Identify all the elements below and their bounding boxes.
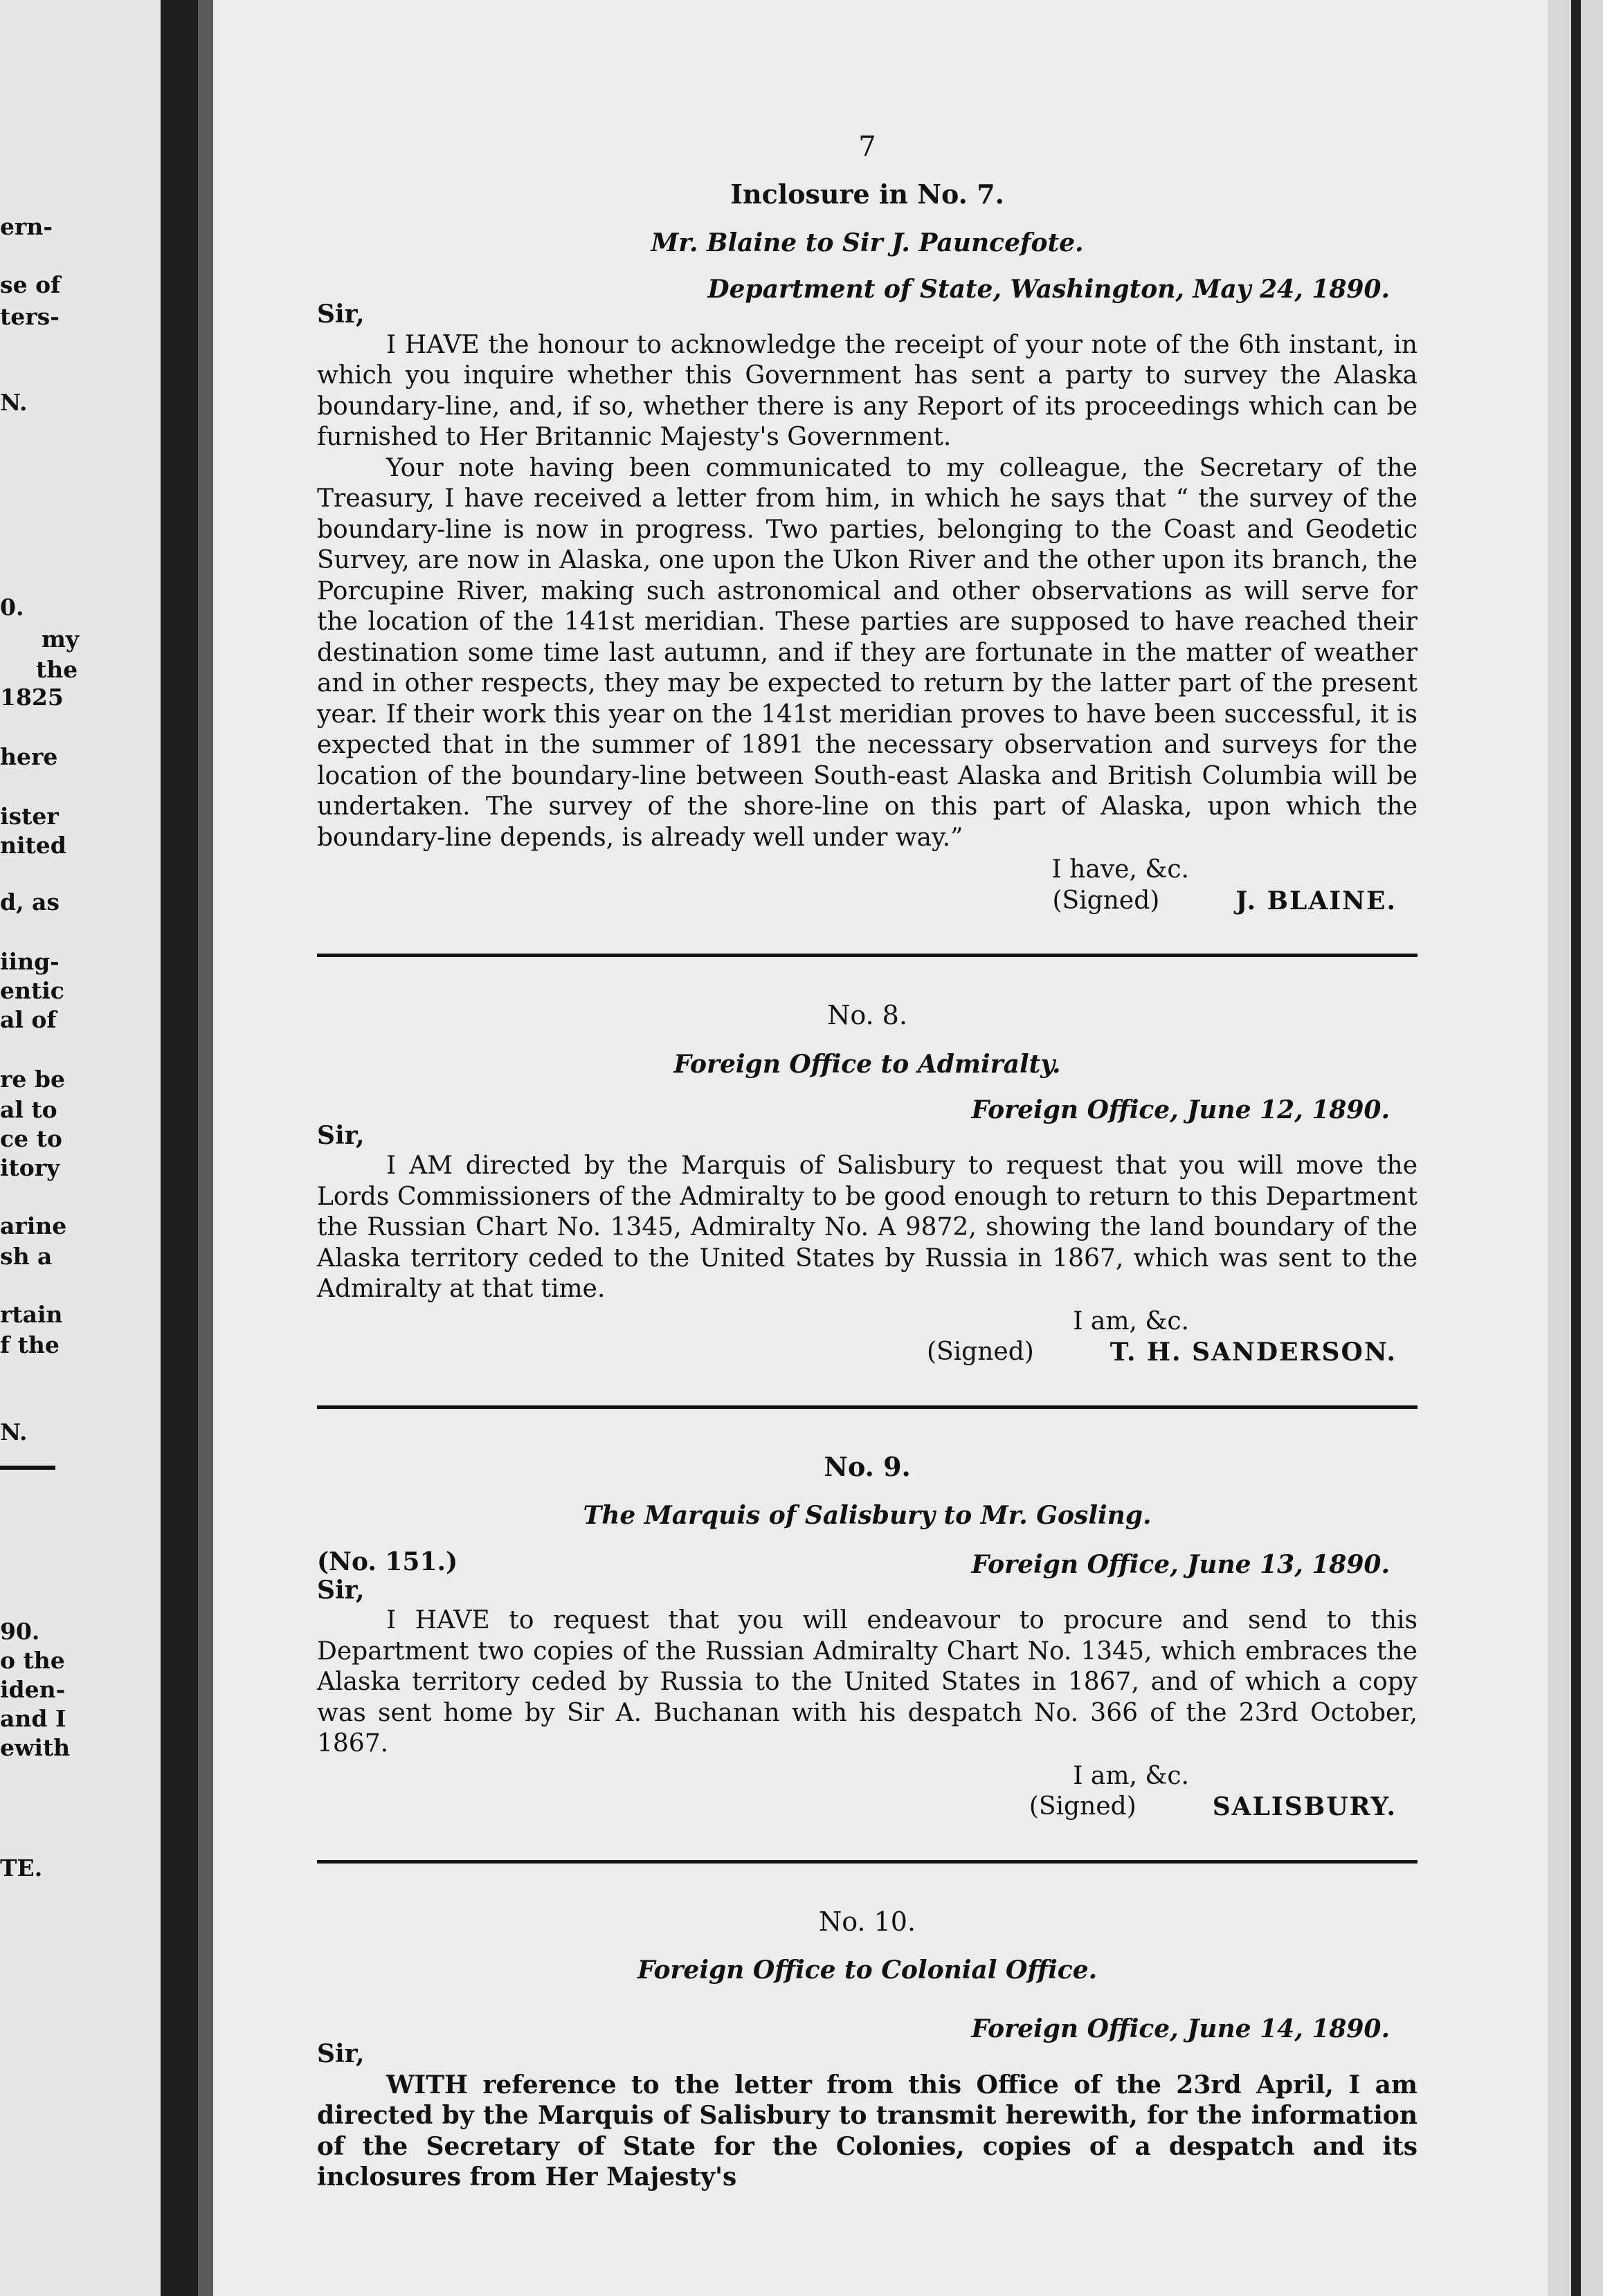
left-text-fragment: ister [0,803,59,830]
left-text-fragment: arine [0,1212,67,1239]
dateline: Foreign Office, June 12, 1890. [971,1095,1390,1124]
section-subhead: Foreign Office to Admiralty. [673,1049,1061,1079]
right-edge-shadow [1571,0,1581,2296]
left-text-fragment: N. [0,389,28,416]
section-heading: No. 8. [827,1000,907,1030]
document-page [213,0,1548,2296]
section-no-8 [317,1000,1418,1368]
left-text-fragment: entic [0,977,64,1004]
left-text-fragment: TE. [0,1855,43,1882]
section-divider [317,1860,1418,1864]
left-text-fragment: here [0,743,58,770]
signature-line [317,1792,1418,1823]
left-text-fragment: 0. [0,594,24,621]
closing: I am, &c. [1073,1761,1189,1790]
left-text-fragment: ce to [0,1125,62,1152]
left-text-fragment: 90. [0,1618,40,1645]
body-paragraph: I AM directed by the Marquis of Salisbury to request that you will move the Lords Commissioners of the Admiralty to be good enough to return to this Department the Russian Chart No. 1345, Admiralty No. A 9872, showing the land boundary of the Alaska territory ceded to the United States by Russia in 1867, which was sent to the Admiralty at that time. [317,1151,1418,1303]
signer-name: SALISBURY. [1212,1792,1397,1821]
dateline: Foreign Office, June 13, 1890. [971,1550,1390,1579]
section-divider [317,1405,1418,1409]
page-number: 7 [858,131,876,163]
left-text-fragment: 1825 [0,684,64,711]
despatch-reference: (No. 151.) [317,1547,458,1576]
left-text-fragment: rtain [0,1301,63,1328]
salutation: Sir, [317,2039,365,2068]
signed-label: (Signed) [926,1338,1034,1366]
left-text-fragment: o the [0,1647,65,1674]
salutation: Sir, [317,1575,365,1605]
body-paragraph: Your note having been communicated to my colleague, the Secretary of the Treasury, I have received a letter from him, in which he says that “ the survey of the boundary-line is now in progress. Two parties, belonging to the Coast and Geodetic Survey, are now in Alaska, one upon the Ukon River and the other upon its branch, the Porcupine River, making such astronomical and other observations as will serve for the location of the 141st meridian. These parties are supposed to have reached their destination some time last autumn, and if they are fortunate in the matter of weather and in other respects, they may be expected to return by the latter part of the present year. If their work this year on the 141st meridian proves to have been successful, it is expected that in the summer of 1891 the necessary observation and surveys for the location of the boundary-line between South-east Alaska and British Columbia will be undertaken. The survey of the shore-line on this part of Alaska, upon which the boundary-line depends, is already well under way.” [317,453,1418,852]
left-text-fragment: se of [0,271,61,298]
book-gutter [161,0,198,2296]
body-paragraph: I HAVE to request that you will endeavour to procure and send to this Department two copies of the Russian Admiralty Chart No. 1345, which embraces the Alaska territory ceded by Russia to the United States in 1867, and of which a copy was sent home by Sir A. Buchanan with his despatch No. 366 of the 23rd October, 1867. [317,1606,1418,1758]
left-text-fragment: al to [0,1096,57,1123]
left-text-fragment: the [36,656,78,683]
left-text-fragment: and I [0,1705,66,1732]
facing-page-fragment [0,0,161,2296]
left-text-fragment: ters- [0,303,60,330]
left-text-fragment: f the [0,1331,60,1358]
signer-name: J. BLAINE. [1235,886,1397,915]
left-text-fragment: al of [0,1006,57,1033]
signed-label: (Signed) [1029,1792,1136,1821]
left-divider [0,1466,55,1470]
left-text-fragment: ern- [0,213,53,240]
page-content [317,131,1418,2193]
closing: I have, &c. [1051,855,1189,884]
body-paragraph: I HAVE the honour to acknowledge the receipt of your note of the 6th instant, in which you inquire whether this Government has sent a party to survey the Alaska boundary-line, and, if so, whether there is any Report of its proceedings which can be furnished to Her Britannic Majesty's Government. [317,330,1418,451]
left-text-fragment: ewith [0,1734,71,1761]
section-subhead: The Marquis of Salisbury to Mr. Gosling. [583,1501,1152,1530]
salutation: Sir, [317,1120,365,1150]
left-text-fragment: nited [0,832,66,859]
section-no-9 [317,1452,1418,1823]
section-subhead: Foreign Office to Colonial Office. [637,1956,1098,1985]
signature-line [317,886,1418,917]
section-no-10 [317,1906,1418,2193]
section-divider [317,954,1418,957]
signer-name: T. H. SANDERSON. [1110,1338,1397,1367]
section-heading: No. 9. [824,1450,911,1482]
left-text-fragment: N. [0,1419,28,1446]
salutation: Sir, [317,300,365,329]
dateline: Foreign Office, June 14, 1890. [971,2014,1390,2043]
left-text-fragment: iing- [0,948,60,975]
left-text-fragment: sh a [0,1243,53,1270]
left-text-fragment: itory [0,1154,60,1181]
section-heading: Inclosure in No. 7. [730,178,1004,210]
section-subhead: Mr. Blaine to Sir J. Pauncefote. [651,228,1084,257]
left-text-fragment: my [42,626,80,653]
left-text-fragment: d, as [0,889,60,915]
right-page-edge [1548,0,1603,2296]
signature-line [317,1337,1418,1368]
section-inclosure-no-7 [317,179,1418,917]
dateline: Department of State, Washington, May 24, 1890. [707,274,1390,304]
signed-label: (Signed) [1052,886,1160,915]
body-paragraph: WITH reference to the letter from this Office of the 23rd April, I am directed by the Marquis of Salisbury to transmit herewith, for the information of the Secretary of State for the Colonies, copies of a despatch and its inclosures from Her Majesty's [317,2070,1418,2192]
closing: I am, &c. [1073,1306,1189,1336]
section-heading: No. 10. [818,1906,916,1937]
page-edge-shadow [198,0,213,2296]
left-text-fragment: re be [0,1066,65,1093]
left-text-fragment: iden- [0,1676,66,1703]
